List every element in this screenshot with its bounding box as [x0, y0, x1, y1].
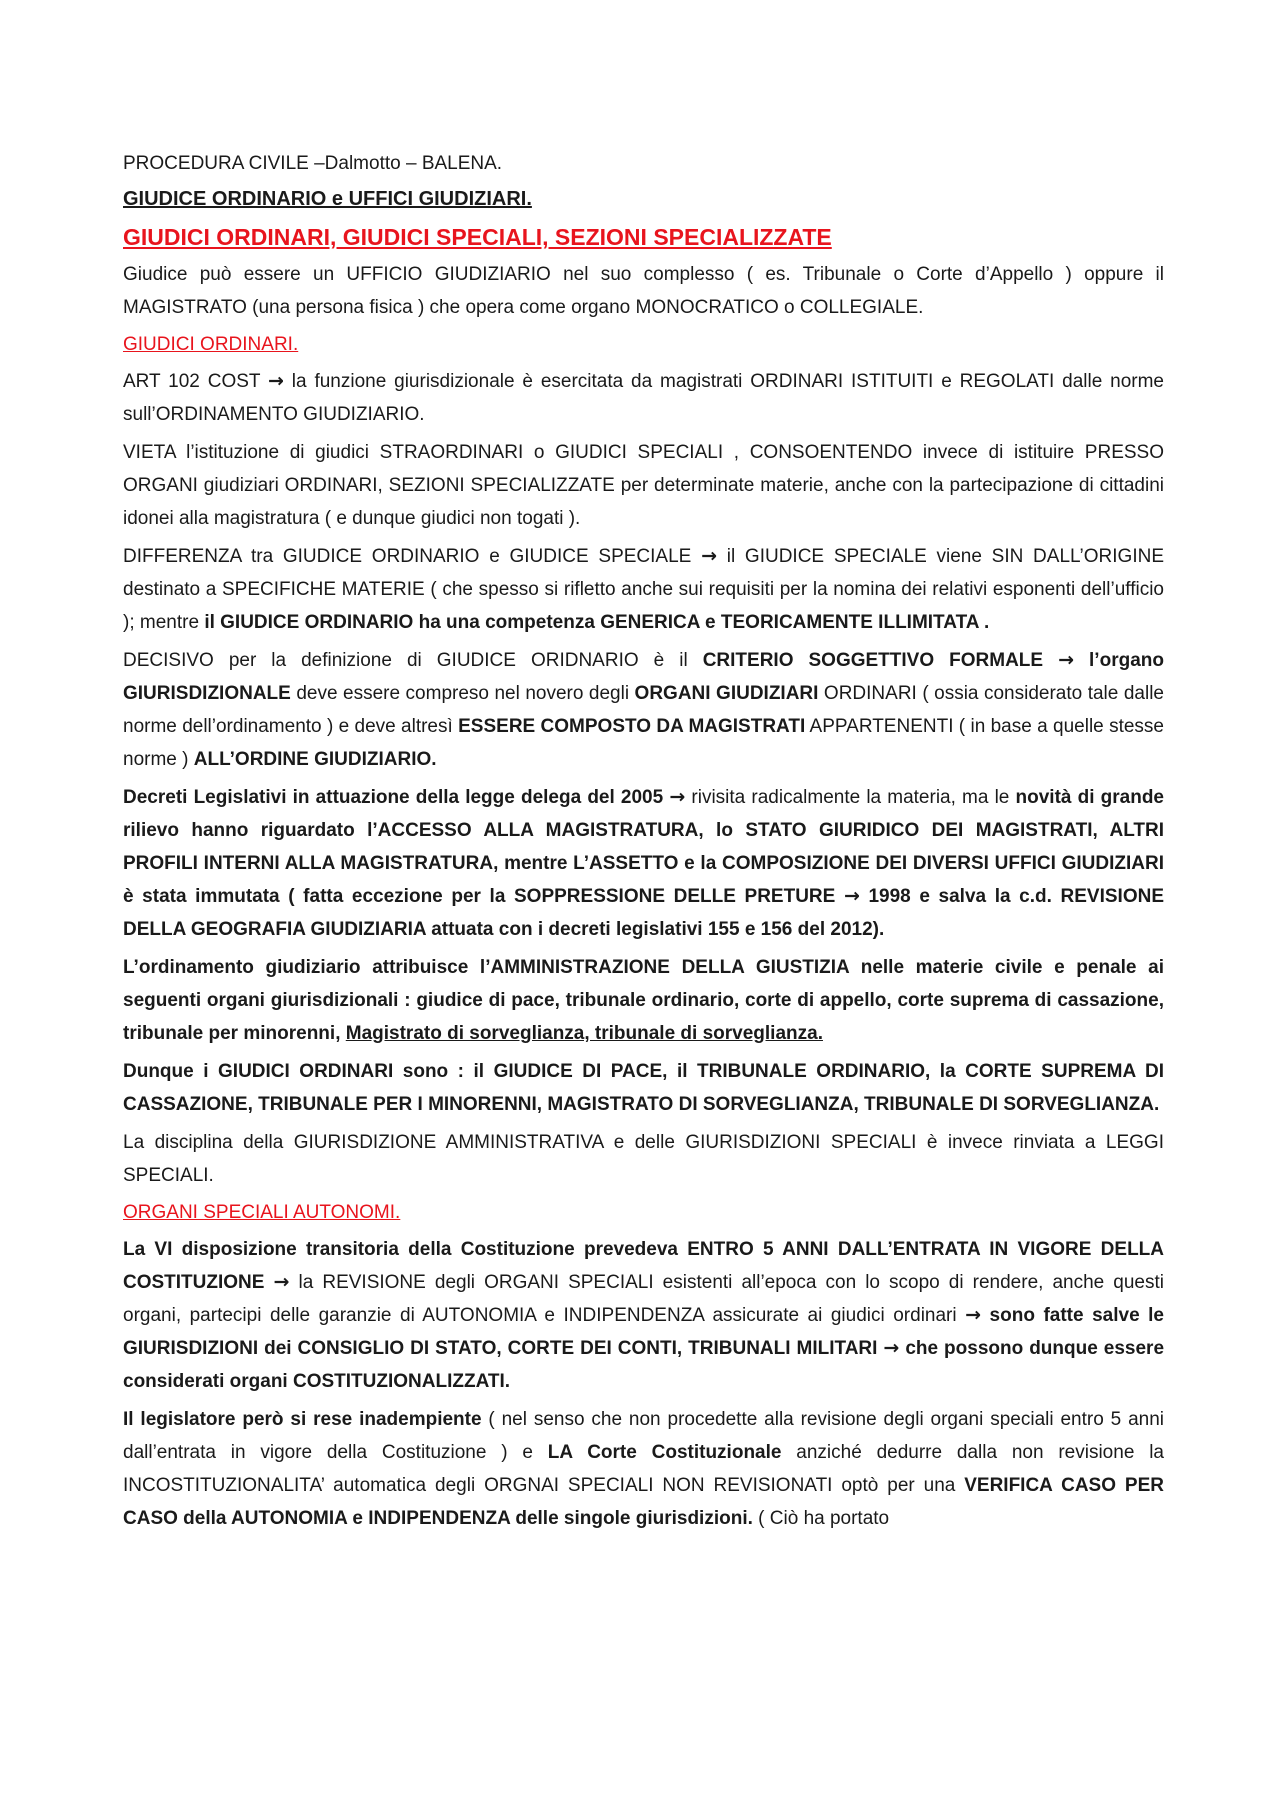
text-run: ART 102 COST [123, 371, 269, 392]
arrow-right-icon: → [268, 370, 284, 392]
paragraph-10 [123, 1233, 1164, 1398]
arrow-right-icon: → [701, 545, 717, 567]
text-run: anziché dedurre dalla non revisione la INCOSTITUZIONALITA’ automatica degli ORGNAI SPECIALI NON REVISIONATI optò per una [123, 1442, 1164, 1496]
paragraph-9: La disciplina della GIURISDIZIONE AMMINISTRATIVA e delle GIURISDIZIONI SPECIALI è invece rinviata a LEGGI SPECIALI. [123, 1132, 1164, 1186]
paragraph-3: VIETA l’istituzione di giudici STRAORDINARI o GIUDICI SPECIALI , CONSOENTENDO invece di istituire PRESSO ORGANI giudiziari ORDINARI, SEZIONI SPECIALIZZATE per determinate materie, anche con la partecipazione di cittadini idonei alla magistratura ( e dunque giudici non togati ). [123, 442, 1164, 529]
text-run: DECISIVO per la definizione di GIUDICE ORIDNARIO è il [123, 650, 703, 671]
subheading-giudici-ordinari: GIUDICI ORDINARI. [123, 334, 299, 355]
arrow-right-icon: → [1058, 649, 1075, 671]
text-run: rivisita radicalmente la materia, ma le [685, 787, 1016, 808]
bold-run: novità di grande rilievo hanno riguardato l’ACCESSO ALLA MAGISTRATURA, lo STATO GIURIDICO DEI MAGISTRATI, ALTRI PROFILI INTERNI ALLA MAGISTRATURA, mentre L’ASSETTO e la COMPOSIZIONE DEI DIVERSI UFFICI GIUDIZIARI è stata immutata ( fatta eccezione per la SOPPRESSIONE DELLE PRETURE [123, 787, 1164, 907]
text-run: la REVISIONE degli ORGANI SPECIALI esistenti all’epoca con lo scopo di rendere, anche questi organi, partecipi delle garanzie di AUTONOMIA e INDIPENDENZA assicurate ai giudici ordinari [123, 1272, 1164, 1326]
header-line: PROCEDURA CIVILE –Dalmotto – BALENA. [123, 153, 503, 174]
bold-run: Dunque i GIUDICI ORDINARI sono : il GIUDICE DI PACE, il TRIBUNALE ORDINARIO, la CORTE SUPREMA DI CASSAZIONE, TRIBUNALE PER I MINORENNI, MAGISTRATO DI SORVEGLIANZA, TRIBUNALE DI SORVEGLIANZA. [123, 1061, 1164, 1115]
paragraph-4 [123, 540, 1164, 639]
bold-run: 1998 e salva la c.d. REVISIONE DELLA GEOGRAFIA GIUDIZIARIA attuata con i decreti legislativi 155 e 156 del 2012). [123, 886, 1164, 940]
text-run: la funzione giurisdizionale è esercitata da magistrati ORDINARI ISTITUITI e REGOLATI dalle norme sull’ORDINAMENTO GIUDIZIARIO. [123, 371, 1164, 425]
bold-run: che possono dunque essere considerati organi COSTITUZIONALIZZATI. [123, 1338, 1165, 1392]
bold-run: CRITERIO SOGGETTIVO FORMALE [702, 650, 1059, 671]
bold-run: ALL’ORDINE GIUDIZIARIO. [193, 749, 437, 770]
bold-run: ESSERE COMPOSTO DA MAGISTRATI [458, 716, 806, 737]
bold-run: La VI disposizione transitoria della Costituzione prevedeva ENTRO 5 ANNI DALL’ENTRATA IN VIGORE DELLA COSTITUZIONE [123, 1239, 1164, 1293]
subheading-organi-speciali: ORGANI SPECIALI AUTONOMI. [123, 1202, 401, 1223]
bold-run: Decreti Legislativi in attuazione della legge delega del 2005 [123, 787, 670, 808]
section-title: GIUDICI ORDINARI, GIUDICI SPECIALI, SEZIONI SPECIALIZZATE [123, 224, 832, 250]
paragraph-7 [123, 951, 1164, 1050]
paragraph-11 [123, 1403, 1164, 1535]
bold-run: L’ordinamento giudiziario attribuisce l’AMMINISTRAZIONE DELLA GIUSTIZIA nelle materie civile e penale ai seguenti organi giurisdizionali : giudice di pace, tribunale ordinario, corte di appello, corte suprema di cassazione, tribunale per minorenni, [123, 957, 1164, 1044]
bold-run: ORGANI GIUDIZIARI [634, 683, 819, 704]
bold-run: LA Corte Costituzionale [547, 1442, 782, 1463]
bold-run: il GIUDICE ORDINARIO ha una competenza GENERICA e TEORICAMENTE ILLIMITATA . [204, 612, 990, 633]
paragraph-8 [123, 1055, 1164, 1121]
page-title: GIUDICE ORDINARIO e UFFICI GIUDIZIARI. [123, 188, 532, 210]
text-run: ( nel senso che non procedette alla revisione degli organi speciali entro 5 anni dall’entrata in vigore della Costituzione ) e [123, 1409, 1164, 1463]
bold-run: l’organo GIURISDIZIONALE [123, 650, 1164, 704]
text-run: deve essere compreso nel novero degli [290, 683, 635, 704]
bold-run: sono fatte salve le GIURISDIZIONI dei CONSIGLIO DI STATO, CORTE DEI CONTI, TRIBUNALI MILITARI [123, 1305, 1164, 1359]
text-run: ORDINARI ( ossia considerato tale dalle norme dell’ordinamento ) e deve altresì [123, 683, 1164, 737]
underlined-run: Magistrato di sorveglianza, tribunale di sorveglianza. [345, 1023, 823, 1044]
paragraph-5 [123, 644, 1164, 776]
text-run: il GIUDICE SPECIALE viene SIN DALL’ORIGINE destinato a SPECIFICHE MATERIE ( che spesso si rifletto anche sui requisiti per la nomina dei relativi esponenti dell’ufficio ); mentre [123, 546, 1164, 633]
arrow-right-icon: → [883, 1337, 900, 1359]
text-run: ( Ciò ha portato [752, 1508, 890, 1529]
arrow-right-icon: → [669, 786, 686, 808]
arrow-right-icon: → [843, 885, 860, 907]
arrow-right-icon: → [273, 1271, 290, 1293]
bold-run: Il legislatore però si rese inadempiente [123, 1409, 482, 1430]
text-run: DIFFERENZA tra GIUDICE ORDINARIO e GIUDICE SPECIALE [123, 546, 702, 567]
paragraph-1: Giudice può essere un UFFICIO GIUDIZIARIO nel suo complesso ( es. Tribunale o Corte d’Appello ) oppure il MAGISTRATO (una persona fisica ) che opera come organo MONOCRATICO o COLLEGIALE. [123, 264, 1164, 318]
text-run: APPARTENENTI ( in base a quelle stesse norme ) [123, 716, 1164, 770]
arrow-right-icon: → [965, 1304, 982, 1326]
paragraph-2 [123, 365, 1164, 431]
paragraph-6 [123, 781, 1164, 946]
bold-run: VERIFICA CASO PER CASO della AUTONOMIA e INDIPENDENZA delle singole giurisdizioni. [123, 1475, 1164, 1529]
